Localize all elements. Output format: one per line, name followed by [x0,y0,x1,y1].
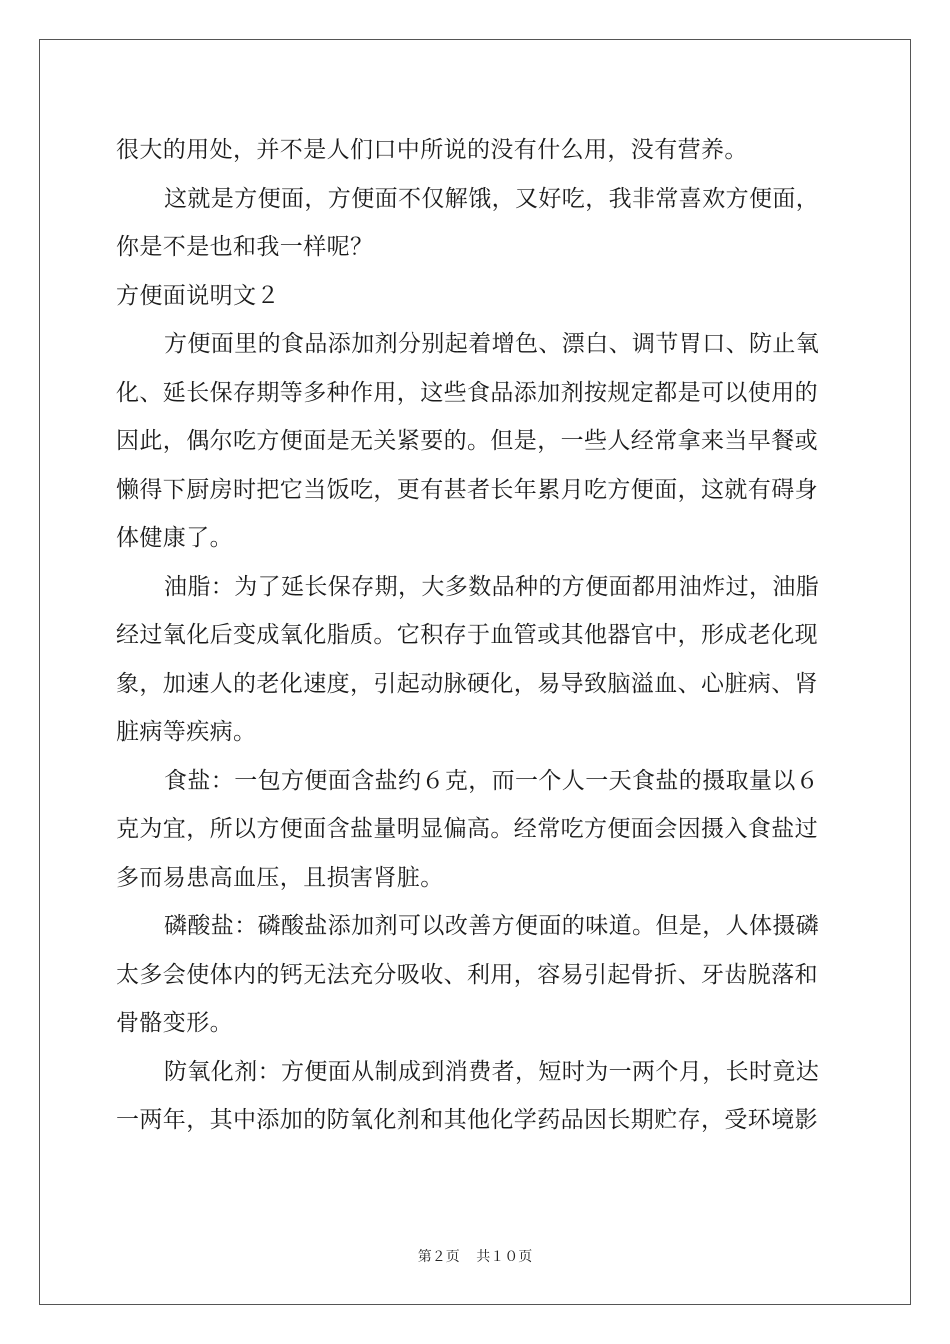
text-line: 这就是方便面，方便面不仅解饿，又好吃，我非常喜欢方便面， [164,185,820,212]
text-line: 食盐：一包方便面含盐约６克，而一个人一天食盐的摄取量以６ [164,767,820,794]
page-number: 第２页 [417,1249,460,1265]
text-line: 克为宜，所以方便面含盐量明显偏高。经常吃方便面会因摄入食盐过 [116,816,818,842]
text-line: 多而易患高血压，且损害肾脏。 [116,864,444,891]
page-footer [0,1246,950,1266]
text-line: 脏病等疾病。 [116,719,257,745]
text-line: 你是不是也和我一样呢？ [116,234,374,260]
text-line: 很大的用处，并不是人们口中所说的没有什么用，没有营养。 [116,137,748,163]
text-line: 懒得下厨房时把它当饭吃，更有甚者长年累月吃方便面，这就有碍身 [116,476,818,503]
text-line: 骨骼变形。 [116,1010,233,1036]
text-line: 经过氧化后变成氧化脂质。它积存于血管或其他器官中，形成老化现 [116,622,818,648]
document-body [116,126,834,1145]
text-line: 象，加速人的老化速度，引起动脉硬化，易导致脑溢血、心脏病、肾 [116,670,818,697]
text-line: 防氧化剂：方便面从制成到消费者，短时为一两个月，长时竟达 [164,1058,820,1085]
text-line: 化、延长保存期等多种作用，这些食品添加剂按规定都是可以使用的 [116,379,818,406]
text-line: 太多会使体内的钙无法充分吸收、利用，容易引起骨折、牙齿脱落和 [116,961,818,988]
text-line: 方便面说明文２ [116,282,280,309]
text-line: 体健康了。 [116,525,233,551]
text-line: 因此，偶尔吃方便面是无关紧要的。但是，一些人经常拿来当早餐或 [116,428,818,454]
text-line: 油脂：为了延长保存期，大多数品种的方便面都用油炸过，油脂 [164,573,820,600]
text-line: 一两年，其中添加的防氧化剂和其他化学药品因长期贮存，受环境影 [116,1107,818,1133]
text-line: 方便面里的食品添加剂分别起着增色、漂白、调节胃口、防止氧 [164,331,820,357]
text-line: 磷酸盐：磷酸盐添加剂可以改善方便面的味道。但是，人体摄磷 [164,913,820,939]
page-total: 共１０页 [476,1249,533,1265]
